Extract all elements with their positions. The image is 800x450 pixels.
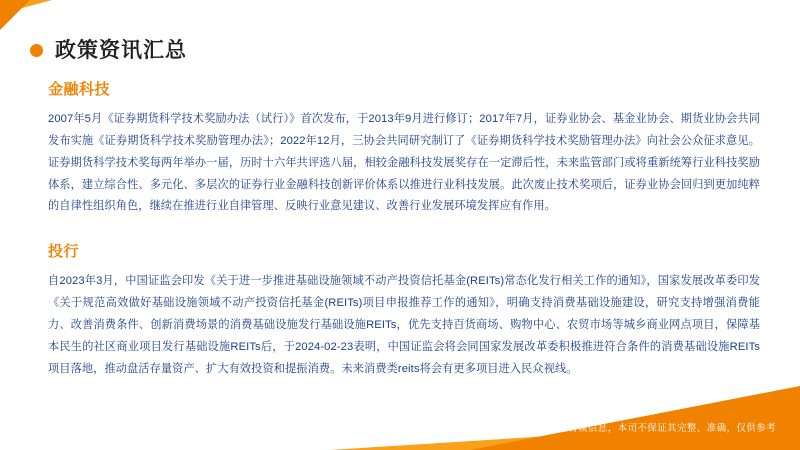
page-title: 政策资讯汇总 <box>55 39 187 63</box>
section-body: 自2023年3月，中国证监会印发《关于进一步推进基础设施领域不动产投资信托基金(REITs)常态化发行相关工作的通知》，国家发展改革委印发《关于规范高效做好基础设施领域不动产投资信托基金(REITs)项目申报推荐工作的通知》，明确支持消费基础设施建设，研究支持增强消费能力、改善消费条件、创新消费场景的消费基础设施发行基础设施REITs，优先支持百货商场、购物中心、农贸市场等城乡商业网点项目，保障基本民生的社区商业项目发行基础设施REITs后，于2024-02-23表明，中国证监会将会同国家发展改革委积极推进符合条件的消费基础设施REITs项目落地，推动盘活存量资产、扩大有效投资和提振消费。未来消费类reits将会有更多项目进入民众视线。 <box>48 275 760 375</box>
page-title-row <box>30 26 187 75</box>
footer-disclaimer: 本资讯基于公开的信息或者本司顾问的访谈信息，本司不保证其完整、准确，仅供参考 <box>399 423 776 434</box>
section-body: 2007年5月《证券期货科学技术奖励办法（试行）》首次发布，于2013年9月进行修订；2017年7月，证券业协会、基金业协会、期货业协会共同发布实施《证券期货科学技术奖励管理办法》；2022年12月，三协会共同研究制订了《证券期货科学技术奖励管理办法》向社会公众征求意见。证券期货科学技术奖每两年举办一届，历时十六年共评选八届，相较金融科技发展奖存在一定滞后性，未来监管部门或将重新统筹行业科技奖励体系，建立综合性、多元化、多层次的证券行业金融科技创新评价体系以推进行业科技发展。此次废止技术奖项后，证券业协会回归到更加纯粹的自律性组织角色，继续在推进行业自律管理、反映行业意见建议、改善行业发展环境发挥应有作用。 <box>48 113 760 213</box>
section-heading: 金融科技 <box>48 81 111 98</box>
section-fintech <box>48 78 760 218</box>
section-heading: 投行 <box>48 243 80 261</box>
top-left-accent <box>0 0 30 30</box>
content-area <box>48 78 760 402</box>
bullet-icon <box>30 44 43 57</box>
section-investment-banking <box>48 240 760 380</box>
